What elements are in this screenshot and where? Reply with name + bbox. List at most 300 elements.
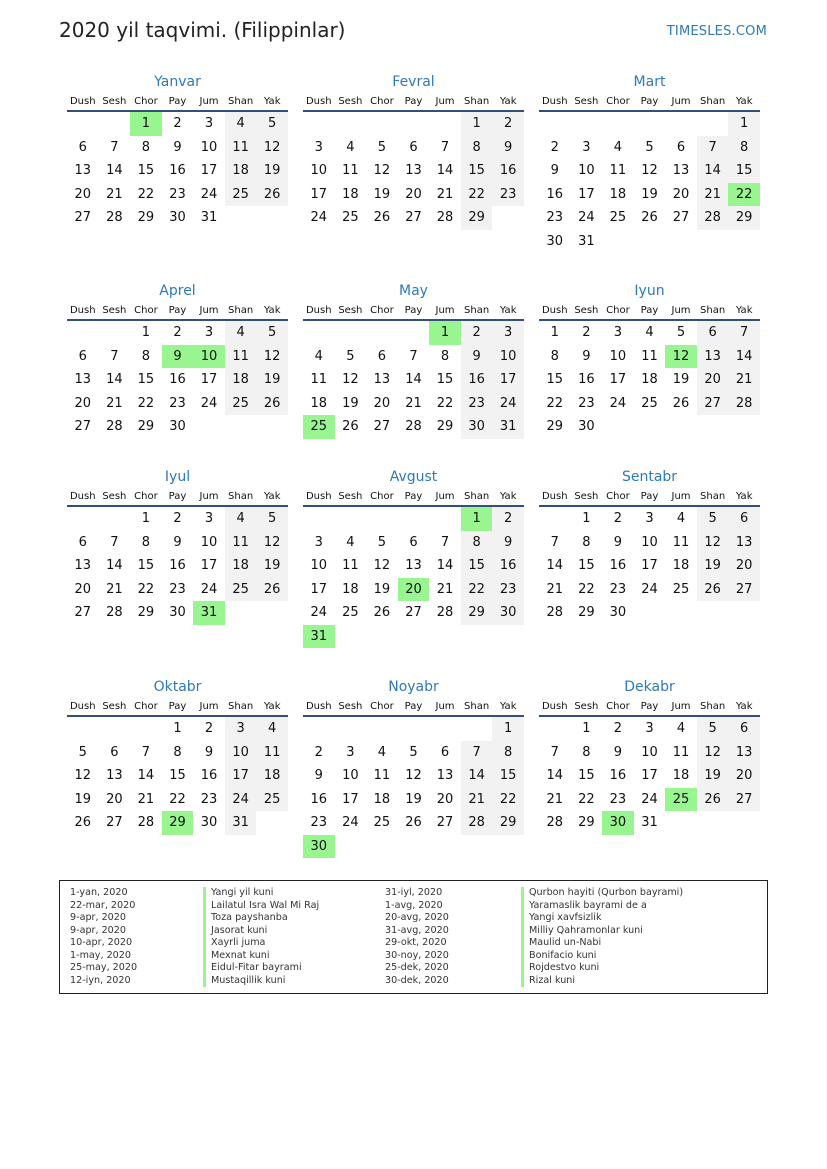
day-cell[interactable]: 26 <box>672 395 690 411</box>
holiday-day-cell[interactable]: 31 <box>193 601 225 625</box>
day-cell[interactable]: 18 <box>342 581 359 597</box>
day-cell[interactable]: 7 <box>110 139 119 155</box>
day-cell[interactable]: 15 <box>169 768 186 784</box>
day-cell[interactable]: 4 <box>225 321 257 345</box>
day-cell[interactable]: 8 <box>141 534 151 550</box>
day-cell[interactable]: 11 <box>672 534 690 550</box>
day-cell[interactable]: 8 <box>461 531 493 555</box>
day-cell[interactable]: 12 <box>256 345 288 369</box>
day-cell[interactable]: 10 <box>492 345 524 369</box>
day-cell[interactable]: 28 <box>728 392 760 416</box>
day-cell[interactable]: 27 <box>436 815 454 831</box>
day-cell[interactable]: 4 <box>346 139 355 155</box>
day-cell[interactable]: 21 <box>546 581 564 597</box>
day-cell[interactable]: 15 <box>137 372 155 388</box>
day-cell[interactable]: 14 <box>137 768 155 784</box>
day-cell[interactable]: 28 <box>436 210 454 226</box>
holiday-day-cell[interactable]: 20 <box>398 578 430 602</box>
day-cell[interactable]: 18 <box>342 186 359 202</box>
day-cell[interactable]: 19 <box>697 764 729 788</box>
day-cell[interactable]: 25 <box>641 395 658 411</box>
day-cell[interactable]: 4 <box>225 112 257 136</box>
day-cell[interactable]: 11 <box>641 348 658 364</box>
day-cell[interactable]: 6 <box>409 139 418 155</box>
day-cell[interactable]: 7 <box>110 348 119 364</box>
day-cell[interactable]: 4 <box>314 348 323 364</box>
day-cell[interactable]: 8 <box>173 744 182 760</box>
day-cell[interactable]: 28 <box>436 605 454 621</box>
day-cell[interactable]: 22 <box>461 578 493 602</box>
day-cell[interactable]: 9 <box>314 768 323 784</box>
day-cell[interactable]: 2 <box>204 721 214 737</box>
day-cell[interactable]: 13 <box>405 558 422 574</box>
day-cell[interactable]: 14 <box>546 768 564 784</box>
day-cell[interactable]: 7 <box>550 744 559 760</box>
day-cell[interactable]: 3 <box>645 511 654 527</box>
day-cell[interactable]: 2 <box>492 112 524 136</box>
day-cell[interactable]: 28 <box>546 605 564 621</box>
day-cell[interactable]: 5 <box>409 744 418 760</box>
day-cell[interactable]: 15 <box>728 159 760 183</box>
day-cell[interactable]: 1 <box>141 511 151 527</box>
day-cell[interactable]: 15 <box>461 159 493 183</box>
day-cell[interactable]: 10 <box>200 534 218 550</box>
day-cell[interactable]: 7 <box>409 348 418 364</box>
holiday-day-cell[interactable]: 12 <box>665 345 697 369</box>
day-cell[interactable]: 3 <box>314 139 323 155</box>
day-cell[interactable]: 10 <box>200 139 218 155</box>
day-cell[interactable]: 5 <box>78 744 87 760</box>
day-cell[interactable]: 27 <box>74 210 92 226</box>
day-cell[interactable]: 30 <box>578 419 595 435</box>
day-cell[interactable]: 8 <box>728 136 760 160</box>
day-cell[interactable]: 2 <box>550 139 559 155</box>
day-cell[interactable]: 18 <box>225 554 257 578</box>
day-cell[interactable]: 21 <box>137 791 155 807</box>
day-cell[interactable]: 21 <box>697 183 729 207</box>
day-cell[interactable]: 2 <box>314 744 323 760</box>
day-cell[interactable]: 3 <box>582 139 591 155</box>
day-cell[interactable]: 14 <box>405 372 422 388</box>
day-cell[interactable]: 6 <box>110 744 119 760</box>
holiday-day-cell[interactable]: 9 <box>162 345 194 369</box>
day-cell[interactable]: 5 <box>256 321 288 345</box>
day-cell[interactable]: 6 <box>78 534 87 550</box>
day-cell[interactable]: 22 <box>137 186 155 202</box>
day-cell[interactable]: 3 <box>645 721 654 737</box>
day-cell[interactable]: 3 <box>346 744 355 760</box>
day-cell[interactable]: 5 <box>645 139 654 155</box>
day-cell[interactable]: 19 <box>373 581 391 597</box>
day-cell[interactable]: 19 <box>672 372 690 388</box>
day-cell[interactable]: 17 <box>225 764 257 788</box>
day-cell[interactable]: 3 <box>204 116 214 132</box>
day-cell[interactable]: 9 <box>613 534 623 550</box>
day-cell[interactable]: 16 <box>169 558 186 574</box>
day-cell[interactable]: 15 <box>492 764 524 788</box>
day-cell[interactable]: 19 <box>256 554 288 578</box>
day-cell[interactable]: 25 <box>342 210 359 226</box>
day-cell[interactable]: 24 <box>641 791 658 807</box>
day-cell[interactable]: 19 <box>373 186 391 202</box>
day-cell[interactable]: 22 <box>578 791 595 807</box>
day-cell[interactable]: 19 <box>74 791 92 807</box>
day-cell[interactable]: 9 <box>492 136 524 160</box>
day-cell[interactable]: 27 <box>74 419 92 435</box>
day-cell[interactable]: 23 <box>546 210 564 226</box>
day-cell[interactable]: 2 <box>613 721 623 737</box>
day-cell[interactable]: 9 <box>613 744 623 760</box>
day-cell[interactable]: 18 <box>225 368 257 392</box>
day-cell[interactable]: 24 <box>342 815 359 831</box>
day-cell[interactable]: 16 <box>200 768 218 784</box>
day-cell[interactable]: 28 <box>137 815 155 831</box>
day-cell[interactable]: 22 <box>137 395 155 411</box>
day-cell[interactable]: 13 <box>728 741 760 765</box>
day-cell[interactable]: 5 <box>377 534 387 550</box>
day-cell[interactable]: 2 <box>582 325 591 341</box>
day-cell[interactable]: 1 <box>728 112 760 136</box>
holiday-day-cell[interactable]: 1 <box>429 321 461 345</box>
day-cell[interactable]: 19 <box>697 554 729 578</box>
day-cell[interactable]: 21 <box>436 186 454 202</box>
day-cell[interactable]: 4 <box>256 717 288 741</box>
day-cell[interactable]: 30 <box>461 415 493 439</box>
day-cell[interactable]: 28 <box>405 419 422 435</box>
day-cell[interactable]: 29 <box>137 419 155 435</box>
day-cell[interactable]: 6 <box>676 139 686 155</box>
day-cell[interactable]: 23 <box>492 183 524 207</box>
day-cell[interactable]: 23 <box>169 395 186 411</box>
day-cell[interactable]: 23 <box>578 395 595 411</box>
day-cell[interactable]: 27 <box>405 210 422 226</box>
holiday-day-cell[interactable]: 10 <box>193 345 225 369</box>
day-cell[interactable]: 29 <box>461 206 493 230</box>
day-cell[interactable]: 1 <box>141 325 151 341</box>
day-cell[interactable]: 4 <box>613 139 623 155</box>
day-cell[interactable]: 19 <box>405 791 422 807</box>
day-cell[interactable]: 13 <box>405 163 422 179</box>
day-cell[interactable]: 12 <box>342 372 359 388</box>
day-cell[interactable]: 29 <box>436 419 454 435</box>
day-cell[interactable]: 30 <box>609 605 627 621</box>
day-cell[interactable]: 6 <box>728 717 760 741</box>
day-cell[interactable]: 21 <box>106 186 123 202</box>
day-cell[interactable]: 28 <box>546 815 564 831</box>
day-cell[interactable]: 29 <box>578 815 595 831</box>
day-cell[interactable]: 16 <box>492 159 524 183</box>
day-cell[interactable]: 26 <box>405 815 422 831</box>
day-cell[interactable]: 7 <box>110 534 119 550</box>
day-cell[interactable]: 15 <box>436 372 454 388</box>
day-cell[interactable]: 20 <box>728 764 760 788</box>
day-cell[interactable]: 13 <box>697 345 729 369</box>
day-cell[interactable]: 6 <box>409 534 418 550</box>
day-cell[interactable]: 20 <box>74 186 92 202</box>
day-cell[interactable]: 13 <box>373 372 391 388</box>
day-cell[interactable]: 24 <box>200 581 218 597</box>
day-cell[interactable]: 28 <box>106 419 123 435</box>
day-cell[interactable]: 21 <box>728 368 760 392</box>
day-cell[interactable]: 25 <box>225 392 257 416</box>
day-cell[interactable]: 20 <box>697 368 729 392</box>
holiday-day-cell[interactable]: 25 <box>665 788 697 812</box>
day-cell[interactable]: 19 <box>256 159 288 183</box>
day-cell[interactable]: 2 <box>492 507 524 531</box>
day-cell[interactable]: 14 <box>697 159 729 183</box>
day-cell[interactable]: 20 <box>405 186 422 202</box>
day-cell[interactable]: 17 <box>641 558 658 574</box>
day-cell[interactable]: 7 <box>461 741 493 765</box>
day-cell[interactable]: 28 <box>106 210 123 226</box>
day-cell[interactable]: 30 <box>169 210 186 226</box>
day-cell[interactable]: 18 <box>310 395 328 411</box>
day-cell[interactable]: 24 <box>609 395 627 411</box>
day-cell[interactable]: 10 <box>310 163 328 179</box>
day-cell[interactable]: 18 <box>609 186 627 202</box>
day-cell[interactable]: 23 <box>609 581 627 597</box>
day-cell[interactable]: 13 <box>728 531 760 555</box>
day-cell[interactable]: 16 <box>310 791 328 807</box>
day-cell[interactable]: 26 <box>256 578 288 602</box>
day-cell[interactable]: 6 <box>697 321 729 345</box>
day-cell[interactable]: 13 <box>672 163 690 179</box>
day-cell[interactable]: 23 <box>310 815 328 831</box>
day-cell[interactable]: 30 <box>169 419 186 435</box>
day-cell[interactable]: 3 <box>613 325 623 341</box>
day-cell[interactable]: 22 <box>137 581 155 597</box>
day-cell[interactable]: 28 <box>697 206 729 230</box>
day-cell[interactable]: 10 <box>578 163 595 179</box>
day-cell[interactable]: 18 <box>256 764 288 788</box>
day-cell[interactable]: 21 <box>546 791 564 807</box>
day-cell[interactable]: 27 <box>106 815 123 831</box>
day-cell[interactable]: 15 <box>461 554 493 578</box>
day-cell[interactable]: 4 <box>645 325 654 341</box>
day-cell[interactable]: 12 <box>373 558 391 574</box>
day-cell[interactable]: 3 <box>204 325 214 341</box>
day-cell[interactable]: 27 <box>373 419 391 435</box>
day-cell[interactable]: 16 <box>169 163 186 179</box>
day-cell[interactable]: 23 <box>200 791 218 807</box>
day-cell[interactable]: 26 <box>342 419 359 435</box>
day-cell[interactable]: 25 <box>256 788 288 812</box>
day-cell[interactable]: 8 <box>141 139 151 155</box>
day-cell[interactable]: 2 <box>613 511 623 527</box>
day-cell[interactable]: 4 <box>676 511 686 527</box>
day-cell[interactable]: 29 <box>492 811 524 835</box>
day-cell[interactable]: 5 <box>256 112 288 136</box>
day-cell[interactable]: 14 <box>546 558 564 574</box>
day-cell[interactable]: 5 <box>697 507 729 531</box>
day-cell[interactable]: 25 <box>609 210 627 226</box>
day-cell[interactable]: 6 <box>78 139 87 155</box>
day-cell[interactable]: 23 <box>609 791 627 807</box>
day-cell[interactable]: 10 <box>342 768 359 784</box>
day-cell[interactable]: 8 <box>550 348 559 364</box>
day-cell[interactable]: 5 <box>256 507 288 531</box>
day-cell[interactable]: 22 <box>492 788 524 812</box>
holiday-day-cell[interactable]: 25 <box>303 415 335 439</box>
day-cell[interactable]: 21 <box>405 395 422 411</box>
day-cell[interactable]: 5 <box>697 717 729 741</box>
day-cell[interactable]: 16 <box>609 558 627 574</box>
day-cell[interactable]: 8 <box>492 741 524 765</box>
holiday-day-cell[interactable]: 1 <box>461 507 493 531</box>
day-cell[interactable]: 24 <box>310 210 328 226</box>
day-cell[interactable]: 10 <box>641 744 658 760</box>
day-cell[interactable]: 21 <box>106 395 123 411</box>
day-cell[interactable]: 27 <box>728 578 760 602</box>
day-cell[interactable]: 30 <box>546 233 564 249</box>
day-cell[interactable]: 24 <box>641 581 658 597</box>
day-cell[interactable]: 17 <box>200 163 218 179</box>
day-cell[interactable]: 20 <box>436 791 454 807</box>
day-cell[interactable]: 11 <box>225 136 257 160</box>
day-cell[interactable]: 27 <box>697 392 729 416</box>
day-cell[interactable]: 16 <box>546 186 564 202</box>
day-cell[interactable]: 7 <box>440 139 450 155</box>
day-cell[interactable]: 16 <box>492 554 524 578</box>
day-cell[interactable]: 17 <box>310 581 328 597</box>
day-cell[interactable]: 8 <box>582 744 591 760</box>
day-cell[interactable]: 6 <box>78 348 87 364</box>
day-cell[interactable]: 25 <box>373 815 391 831</box>
day-cell[interactable]: 13 <box>74 163 92 179</box>
day-cell[interactable]: 26 <box>697 788 729 812</box>
day-cell[interactable]: 29 <box>546 419 564 435</box>
day-cell[interactable]: 20 <box>74 581 92 597</box>
day-cell[interactable]: 6 <box>377 348 387 364</box>
day-cell[interactable]: 2 <box>173 325 182 341</box>
day-cell[interactable]: 9 <box>461 345 493 369</box>
day-cell[interactable]: 6 <box>728 507 760 531</box>
day-cell[interactable]: 24 <box>310 605 328 621</box>
day-cell[interactable]: 11 <box>310 372 328 388</box>
day-cell[interactable]: 13 <box>74 372 92 388</box>
day-cell[interactable]: 8 <box>582 534 591 550</box>
day-cell[interactable]: 30 <box>169 605 186 621</box>
day-cell[interactable]: 1 <box>492 717 524 741</box>
day-cell[interactable]: 10 <box>641 534 658 550</box>
day-cell[interactable]: 26 <box>256 183 288 207</box>
day-cell[interactable]: 14 <box>436 558 454 574</box>
day-cell[interactable]: 5 <box>676 325 686 341</box>
day-cell[interactable]: 17 <box>200 372 218 388</box>
day-cell[interactable]: 12 <box>256 531 288 555</box>
day-cell[interactable]: 15 <box>137 558 155 574</box>
day-cell[interactable]: 25 <box>225 578 257 602</box>
day-cell[interactable]: 16 <box>461 368 493 392</box>
day-cell[interactable]: 18 <box>641 372 658 388</box>
day-cell[interactable]: 12 <box>74 768 92 784</box>
day-cell[interactable]: 12 <box>641 163 658 179</box>
day-cell[interactable]: 9 <box>550 163 559 179</box>
day-cell[interactable]: 4 <box>225 507 257 531</box>
day-cell[interactable]: 22 <box>436 395 454 411</box>
day-cell[interactable]: 21 <box>106 581 123 597</box>
day-cell[interactable]: 17 <box>342 791 359 807</box>
day-cell[interactable]: 11 <box>609 163 627 179</box>
day-cell[interactable]: 29 <box>137 210 155 226</box>
day-cell[interactable]: 11 <box>342 163 359 179</box>
day-cell[interactable]: 13 <box>436 768 454 784</box>
day-cell[interactable]: 25 <box>342 605 359 621</box>
day-cell[interactable]: 19 <box>342 395 359 411</box>
day-cell[interactable]: 1 <box>582 511 591 527</box>
day-cell[interactable]: 12 <box>697 531 729 555</box>
day-cell[interactable]: 17 <box>609 372 627 388</box>
day-cell[interactable]: 17 <box>492 368 524 392</box>
day-cell[interactable]: 3 <box>314 534 323 550</box>
day-cell[interactable]: 3 <box>225 717 257 741</box>
day-cell[interactable]: 26 <box>373 605 391 621</box>
day-cell[interactable]: 22 <box>169 791 186 807</box>
day-cell[interactable]: 15 <box>578 558 595 574</box>
holiday-day-cell[interactable]: 22 <box>728 183 760 207</box>
day-cell[interactable]: 9 <box>204 744 214 760</box>
day-cell[interactable]: 31 <box>578 233 595 249</box>
day-cell[interactable]: 11 <box>672 744 690 760</box>
day-cell[interactable]: 2 <box>461 321 493 345</box>
holiday-day-cell[interactable]: 30 <box>602 811 634 835</box>
day-cell[interactable]: 12 <box>405 768 422 784</box>
day-cell[interactable]: 14 <box>106 372 123 388</box>
day-cell[interactable]: 21 <box>436 581 454 597</box>
day-cell[interactable]: 26 <box>697 578 729 602</box>
day-cell[interactable]: 1 <box>173 721 182 737</box>
day-cell[interactable]: 17 <box>310 186 328 202</box>
day-cell[interactable]: 17 <box>200 558 218 574</box>
day-cell[interactable]: 29 <box>578 605 595 621</box>
day-cell[interactable]: 4 <box>346 534 355 550</box>
day-cell[interactable]: 24 <box>200 186 218 202</box>
day-cell[interactable]: 13 <box>106 768 123 784</box>
day-cell[interactable]: 19 <box>256 368 288 392</box>
day-cell[interactable]: 14 <box>106 558 123 574</box>
day-cell[interactable]: 15 <box>137 163 155 179</box>
day-cell[interactable]: 1 <box>461 112 493 136</box>
day-cell[interactable]: 26 <box>256 392 288 416</box>
day-cell[interactable]: 20 <box>728 554 760 578</box>
day-cell[interactable]: 12 <box>373 163 391 179</box>
day-cell[interactable]: 22 <box>578 581 595 597</box>
day-cell[interactable]: 20 <box>106 791 123 807</box>
day-cell[interactable]: 25 <box>672 581 690 597</box>
day-cell[interactable]: 9 <box>173 534 182 550</box>
day-cell[interactable]: 31 <box>225 811 257 835</box>
day-cell[interactable]: 4 <box>676 721 686 737</box>
day-cell[interactable]: 22 <box>461 183 493 207</box>
day-cell[interactable]: 11 <box>342 558 359 574</box>
day-cell[interactable]: 8 <box>461 136 493 160</box>
day-cell[interactable]: 10 <box>310 558 328 574</box>
day-cell[interactable]: 18 <box>672 558 690 574</box>
day-cell[interactable]: 29 <box>137 605 155 621</box>
day-cell[interactable]: 29 <box>461 601 493 625</box>
day-cell[interactable]: 18 <box>672 768 690 784</box>
day-cell[interactable]: 9 <box>492 531 524 555</box>
day-cell[interactable]: 12 <box>256 136 288 160</box>
day-cell[interactable]: 27 <box>728 788 760 812</box>
day-cell[interactable]: 13 <box>74 558 92 574</box>
day-cell[interactable]: 24 <box>492 392 524 416</box>
day-cell[interactable]: 31 <box>200 210 218 226</box>
day-cell[interactable]: 23 <box>461 392 493 416</box>
day-cell[interactable]: 15 <box>546 372 564 388</box>
day-cell[interactable]: 17 <box>578 186 595 202</box>
day-cell[interactable]: 23 <box>169 581 186 597</box>
